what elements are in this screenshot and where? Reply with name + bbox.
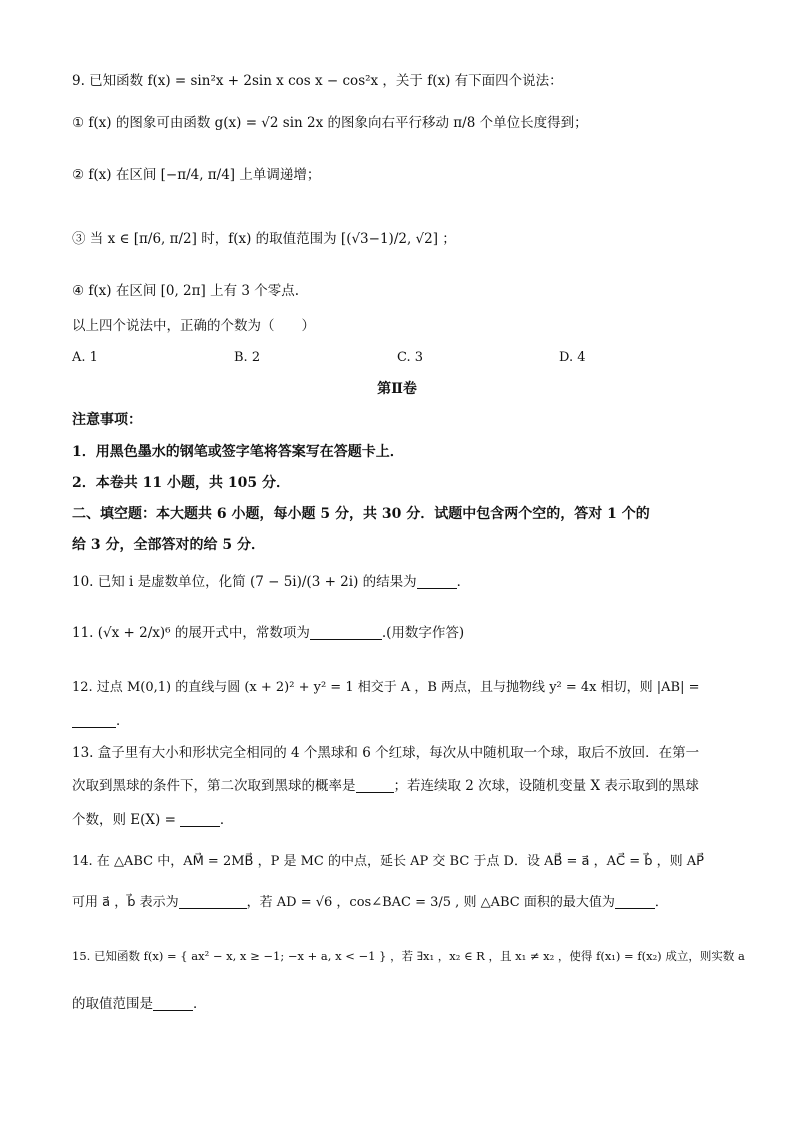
notice-2: 2．本卷共 11 小题，共 105 分． [72,475,290,491]
q13-answer-blank-2 [180,812,220,827]
q11-text: 11. (√x + 2/x)⁶ 的展开式中，常数项为 [72,625,310,641]
q13-end: ． [219,812,234,828]
q11 [72,624,464,642]
q11-end: .(用数字作答) [381,625,465,641]
q13-line3 [72,811,233,829]
q13-line2-text-a: 次取到黑球的条件下，第二次取到黑球的概率是 [72,778,356,794]
option-d: D. 4 [559,350,586,365]
notice-1: 1．用黑色墨水的钢笔或签字笔将答案写在答题卡上． [72,444,404,460]
q10-answer-blank [417,574,457,589]
section-title: 第Ⅱ卷 [377,381,417,397]
q13-line2 [72,777,699,795]
notice-title: 注意事项： [72,412,142,428]
q14-end: ． [654,895,668,910]
q12-line1: 12. 过点 M(0,1) 的直线与圆 (x + 2)² + y² = 1 相交于 A ，B 两点，且与抛物线 y² = 4x 相切，则 |AB| = [72,680,700,695]
q10 [72,573,470,591]
q9-prompt: 以上四个说法中，正确的个数为（ ） [72,318,315,334]
q13-line2-text-b: ；若连续取 2 次球，设随机变量 X 表示取到的黑球 [393,778,699,794]
q15-end: ． [193,996,207,1012]
q14-answer-blank-1 [179,894,247,909]
fill-in-instructions-2: 给 3 分，全部答对的给 5 分． [72,537,265,553]
q14-line2-text-a: 可用 a⃗ ，b⃗ 表示为 [72,895,179,910]
q13-line1: 13. 盒子里有大小和形状完全相同的 4 个黑球和 6 个红球，每次从中随机取一个球，取后不放回．在第一 [72,745,700,761]
option-b: B. 2 [234,350,261,365]
q12-answer-blank [72,713,116,728]
q12-line2 [72,712,130,730]
q11-answer-blank [310,625,382,640]
q15-line1: 15. 已知函数 f(x) = { ax² − x, x ≥ −1; −x + a, x < −1 } ，若 ∃x₁ ，x₂ ∈ R ，且 x₁ ≠ x₂ ，使得 f(x₁) = f(x₂) 成立，则实数 a [72,949,745,963]
q15-answer-blank [153,996,193,1011]
q14-line2 [72,894,668,912]
q13-answer-blank-1 [356,778,394,793]
q9-statement-3: ③ 当 x ∈ [π/6, π/2] 时，f(x) 的取值范围为 [(√3−1)/2, √2] ； [72,231,456,247]
q12-end: ． [116,713,130,729]
q9-stem: 9. 已知函数 f(x) = sin²x + 2sin x cos x − cos²x ，关于 f(x) 有下面四个说法： [72,73,563,89]
q13-line3-text: 个数，则 E(X) = [72,812,176,828]
q9-statement-2: ② f(x) 在区间 [−π/4, π/4] 上单调递增； [72,167,321,183]
option-a: A. 1 [72,350,98,365]
q10-end: ． [456,574,471,590]
q15-line2 [72,995,207,1013]
fill-in-instructions-1: 二、填空题：本大题共 6 小题，每小题 5 分，共 30 分．试题中包含两个空的，答对 1 个的 [72,506,650,522]
q14-line2-text-b: ，若 AD = √6 ，cos∠BAC = 3/5 , 则 △ABC 面积的最大值为 [246,895,615,910]
q10-text: 10. 已知 i 是虚数单位，化简 (7 − 5i)/(3 + 2i) 的结果为 [72,574,417,590]
q14-line1: 14. 在 △ABC 中，AM⃗ = 2MB⃗ ，P 是 MC 的中点，延长 AP 交 BC 于点 D．设 AB⃗ = a⃗ ，AC⃗ = b⃗ ，则 AP⃗ [72,854,705,869]
q9-statement-1: ① f(x) 的图象可由函数 g(x) = √2 sin 2x 的图象向右平行移动 π/8 个单位长度得到； [72,115,588,131]
option-c: C. 3 [397,350,424,365]
q15-line2-text: 的取值范围是 [72,996,153,1012]
q14-answer-blank-2 [615,894,655,909]
q9-statement-4: ④ f(x) 在区间 [0, 2π] 上有 3 个零点. [72,283,300,299]
